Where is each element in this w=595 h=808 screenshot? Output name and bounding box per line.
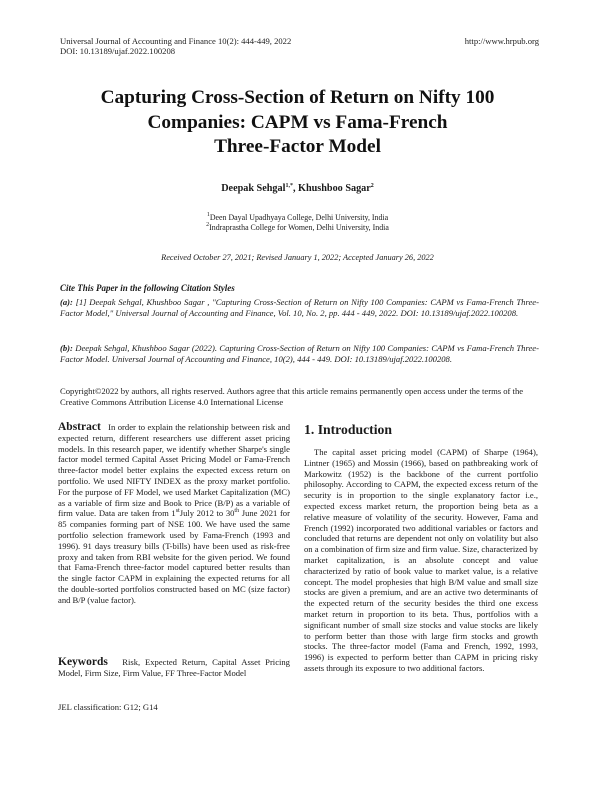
jel-classification: JEL classification: G12; G14	[58, 702, 158, 712]
affiliation-2-text: Indraprastha College for Women, Delhi University, India	[209, 223, 389, 232]
citation-b-text: Deepak Sehgal, Khushboo Sagar (2022). Capturing Cross-Section of Return on Nifty 100 Companies: CAPM vs Fama-French Three-Factor Model. Universal Journal of Accounting and Finance, 10(2), 444 - 449. DOI: 10.13189/ujaf.2022.100208.	[60, 343, 539, 364]
abstract-text-1: In order to explain the relationship between risk and expected return, different researchers use different asset pricing models. In this research paper, we identify whether Sharpe's single factor model termed Capital Asset Pricing Model or Fama-French three-factor model better explains the expected excess return on portfolio. We used NIFTY INDEX as the proxy market portfolio. For the purpose of FF Model, we used Market Capitalization (MC) as a variable of firm size and Book to Price (B/P) as a variable of firm value. Data are taken from 1	[58, 422, 290, 519]
author-2: Khushboo Sagar	[298, 183, 371, 194]
citation-b-label: (b):	[60, 343, 73, 353]
paper-title-line-2: Companies: CAPM vs Fama-French	[147, 111, 448, 133]
abstract-label: Abstract	[58, 421, 101, 433]
paper-title-line-3: Three-Factor Model	[214, 136, 381, 157]
journal-header	[60, 36, 291, 57]
author-separator: ,	[292, 183, 299, 194]
author-2-affiliation-mark: 2	[370, 183, 374, 189]
affiliations	[60, 213, 535, 233]
affiliation-1	[60, 213, 535, 223]
abstract-sup-2: th	[234, 508, 240, 515]
introduction-body	[304, 447, 538, 674]
submission-dates: Received October 27, 2021; Revised January 1, 2022; Accepted January 26, 2022	[161, 253, 434, 262]
journal-doi: DOI: 10.13189/ujaf.2022.100208	[60, 46, 176, 57]
citation-a-text: [1] Deepak Sehgal, Khushboo Sagar , "Capturing Cross-Section of Return on Nifty 100 Companies: CAPM vs Fama-French Three-Factor Model," Universal Journal of Accounting and Finance, Vol. 10, No. 2, pp. 444 - 449, 2022. DOI: 10.13189/ujaf.2022.100208.	[60, 297, 539, 318]
paper-title-line-1: Capturing Cross-Section of Return on Nifty 100	[100, 87, 495, 108]
keywords	[58, 657, 290, 679]
keywords-text: Risk, Expected Return, Capital Asset Pricing Model, Firm Size, Firm Value, FF Three-Factor Model	[58, 657, 290, 678]
abstract-text-3: June 2021 for 85 companies forming part of NSE 100. We have used the same portfolio selection framework used by Fama-French (1993 and 1996). 91 days treasury bills (T-bills) have been used as risk-free proxy and taken from RBI website for the given period. We found that Fama-French three-factor model captured better results than the single factor CAPM in explaining the expected returns for all the double-sorted portfolios constructed based on MC (size factor) and B/P (value factor).	[58, 508, 290, 605]
abstract	[58, 422, 290, 606]
abstract-text-2: July 2012 to 30	[179, 508, 235, 519]
citation-heading: Cite This Paper in the following Citation Styles	[60, 283, 235, 293]
author-line	[60, 183, 535, 194]
author-1: Deepak Sehgal	[221, 183, 286, 194]
introduction-paragraph: The capital asset pricing model (CAPM) of Sharpe (1964), Lintner (1965) and Mossin (1966), based on pathbreaking work of Markowitz (1952) is the backbone of the current portfolio philosophy. According to CAPM, the expected excess return of the security is in proportion to the single explanatory factor i.e., expected excess market return, the proportion being beta as a relative measure of volatility of the security. However, Fama and French (1992) incorporated two additional variables or factors and concluded that returns are dependent not only on volatility but also on a combination of firm size and firm value. Size, characterized by market capitalization, is an absolute concept and value characterized by ratio of book value to market value, is a relative concept. The model prophesies that high B/M value and small size stocks are given a premium, and are an active two determinants of the expected return of the security besides the third one excess market return in proportion to its beta. Thus, portfolios with a significant number of small size stocks and value stocks are likely to perform better than those with large firm stocks and growth stocks. The three-factor model (Fama and French, 1992, 1993, 1996) is expected to perform better than CAPM in pricing risky assets through its exposure to two additional factors.	[304, 447, 538, 673]
journal-citation: Universal Journal of Accounting and Finance 10(2): 444-449, 2022	[60, 36, 292, 46]
introduction-heading: 1. Introduction	[304, 422, 392, 437]
abstract-sup-1: st	[175, 508, 180, 515]
citation-style-b	[60, 343, 539, 364]
affiliation-1-mark: 1	[206, 212, 210, 218]
citation-a-label: (a):	[60, 297, 73, 307]
affiliation-2-mark: 2	[206, 222, 210, 228]
journal-url[interactable]: http://www.hrpub.org	[464, 36, 539, 46]
copyright-notice: Copyright©2022 by authors, all rights reserved. Authors agree that this article remains permanently open access under the terms of the Creative Commons Attribution License 4.0 International License	[60, 386, 524, 407]
affiliation-1-text: Deen Dayal Upadhyaya College, Delhi University, India	[209, 213, 389, 222]
paper-title	[60, 86, 535, 160]
citation-style-a	[60, 297, 539, 318]
affiliation-2	[60, 223, 535, 233]
author-1-affiliation-mark: 1,*	[285, 183, 293, 189]
keywords-label: Keywords	[58, 656, 108, 668]
